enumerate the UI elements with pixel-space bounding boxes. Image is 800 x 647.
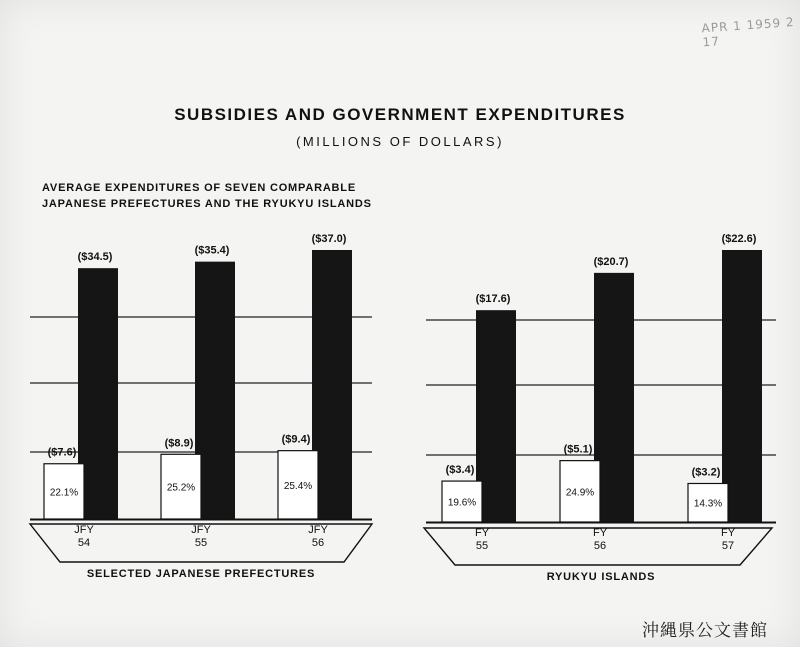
expenditure-value-label: ($37.0) <box>311 233 347 245</box>
caption-line-2: JAPANESE PREFECTURES AND THE RYUKYU ISLANDS <box>42 198 372 210</box>
subsidy-value-label: ($9.4) <box>281 433 311 446</box>
category-label-line2: 55 <box>475 540 489 552</box>
subsidy-percent-label: 25.2% <box>166 482 196 494</box>
subsidy-percent-label: 25.4% <box>283 480 313 492</box>
subsidy-value-label: ($3.4) <box>445 464 475 477</box>
expenditure-value-label: ($20.7) <box>593 255 629 268</box>
category-label-line2: 54 <box>77 537 91 549</box>
chart-title: SUBSIDIES AND GOVERNMENT EXPENDITURES <box>174 105 626 124</box>
category-label-line2: 56 <box>311 537 325 549</box>
subsidy-percent-label: 14.3% <box>693 498 723 510</box>
caption-line-1: AVERAGE EXPENDITURES OF SEVEN COMPARABLE <box>42 182 356 194</box>
expenditure-value-label: ($22.6) <box>721 233 757 245</box>
subsidy-value-label: ($3.2) <box>691 466 721 479</box>
expenditure-bar <box>722 250 762 522</box>
subsidy-value-label: ($7.6) <box>47 446 77 459</box>
expenditure-value-label: ($17.6) <box>475 293 511 306</box>
category-label-line2: 56 <box>593 540 607 552</box>
category-label-line1: JFY <box>191 524 211 536</box>
category-label-line1: JFY <box>308 524 328 536</box>
group-label: RYUKYU ISLANDS <box>546 571 656 583</box>
chart-subtitle: (MILLIONS OF DOLLARS) <box>296 134 504 149</box>
subsidy-percent-label: 19.6% <box>447 497 477 509</box>
category-label-line2: 55 <box>194 537 208 549</box>
subsidy-percent-label: 22.1% <box>49 487 79 499</box>
subsidy-value-label: ($5.1) <box>563 443 593 456</box>
group-label: SELECTED JAPANESE PREFECTURES <box>86 568 316 580</box>
subsidy-value-label: ($8.9) <box>164 437 194 450</box>
expenditure-value-label: ($35.4) <box>194 244 230 257</box>
category-label-line1: FY <box>592 527 608 539</box>
archive-mark: 沖縄県公文書館 <box>642 621 768 641</box>
category-label-line1: JFY <box>74 524 94 536</box>
category-label-line2: 57 <box>721 540 735 552</box>
subsidy-percent-label: 24.9% <box>565 487 595 499</box>
expenditure-value-label: ($34.5) <box>77 251 113 264</box>
date-stamp: APR 1 1959 2 17 <box>701 14 795 50</box>
category-label-line1: FY <box>720 527 736 539</box>
category-label-line1: FY <box>474 527 490 539</box>
